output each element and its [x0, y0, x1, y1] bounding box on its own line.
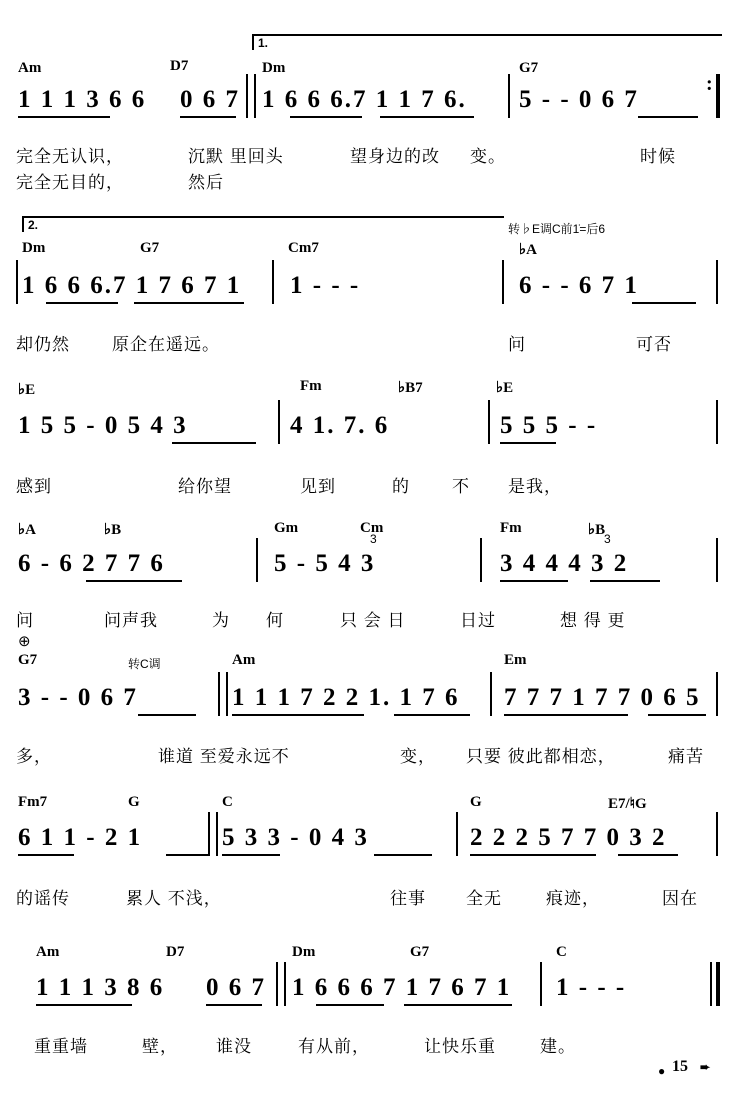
- barline-2b: [502, 260, 504, 304]
- beam-6a: [18, 854, 74, 856]
- chord-am-7: Am: [36, 944, 60, 960]
- lyric-line-1-c: 望身边的改: [350, 147, 440, 166]
- chord-am-5: Am: [232, 652, 256, 668]
- beam-7c: [316, 1004, 384, 1006]
- beam-1b: [180, 116, 236, 118]
- barline-2a: [272, 260, 274, 304]
- beam-6c: [222, 854, 280, 856]
- notes-measure-2b: 1 - - -: [290, 272, 361, 299]
- lyric-line-4-e: 只 会 日: [340, 611, 406, 630]
- chord-eb2-3: ♭E: [496, 380, 514, 396]
- chord-cm-4: Cm: [360, 520, 384, 536]
- beam-6d: [374, 854, 432, 856]
- beam-5e: [648, 714, 706, 716]
- chord-g-6: G: [128, 794, 140, 810]
- notes-measure-6c: 2 2 2 5 7 7 0 3 2: [470, 824, 667, 851]
- lyric-line-2-b: 原企在遥远。: [112, 335, 220, 354]
- beam-7a: [36, 1004, 132, 1006]
- chord-c-7: C: [556, 944, 567, 960]
- chord-dm-2: Dm: [22, 240, 46, 256]
- lyric-line-3-c: 见到: [300, 477, 336, 496]
- lyric-line-3-b: 给你望: [178, 477, 232, 496]
- triplet-marker-4a: 3: [370, 532, 377, 546]
- notes-measure-1c: 1 6 6 6.7 1 1 7 6.: [262, 86, 467, 113]
- chord-cm7-2: Cm7: [288, 240, 319, 256]
- beam-1a: [18, 116, 110, 118]
- lyric-line-5-c: 变，: [400, 747, 436, 766]
- lyric-line-2-c: 问: [508, 335, 526, 354]
- chord-bb7-3: ♭B7: [398, 380, 423, 396]
- lyric-line-4-d: 何: [266, 611, 284, 630]
- chord-bb-4: ♭B: [104, 522, 122, 538]
- barline-2d: [716, 260, 718, 304]
- barline-3a: [278, 400, 280, 444]
- repeat-dots-1: :: [706, 73, 713, 95]
- beam-5b: [232, 714, 364, 716]
- repeat-barline-1: [716, 74, 720, 118]
- lyric-line-2-a: 却仍然: [16, 335, 70, 354]
- beam-6e: [470, 854, 596, 856]
- lyric-line-1-a: 完全无认识，: [16, 147, 124, 166]
- lyric-line-5-b: 谁道 至爱永远不: [158, 747, 290, 766]
- chord-e7g-6: E7/♮G: [608, 796, 647, 812]
- barline-7b: [284, 962, 286, 1006]
- chord-dm-7: Dm: [292, 944, 316, 960]
- lyric-line-6-c: 往事: [390, 889, 426, 908]
- barline-5d: [716, 672, 718, 716]
- barline-7a: [276, 962, 278, 1006]
- chord-fm7-6: Fm7: [18, 794, 48, 810]
- chord-g7-7: G7: [410, 944, 430, 960]
- lyric-line-2-d: 可否: [636, 335, 672, 354]
- barline-5a: [218, 672, 220, 716]
- notes-measure-1a: 1 1 1 3 6 6: [18, 86, 147, 113]
- beam-1d: [380, 116, 474, 118]
- triplet-marker-4b: 3: [604, 532, 611, 546]
- notes-measure-7a: 1 1 1 3 8 6: [36, 974, 165, 1001]
- chord-am-1: Am: [18, 60, 42, 76]
- notes-measure-1d: 5 - - 0 6 7: [519, 86, 639, 113]
- beam-5a: [138, 714, 196, 716]
- barline-5b: [226, 672, 228, 716]
- notes-measure-7b: 0 6 7: [206, 974, 266, 1001]
- page-number: 15: [672, 1058, 688, 1075]
- chord-c-6: C: [222, 794, 233, 810]
- page-marker-right: ➨: [700, 1060, 711, 1074]
- lyric-line-4-b: 问声我: [104, 611, 158, 630]
- lyric-line-1-e: 时候: [640, 147, 676, 166]
- beam-4a: [86, 580, 182, 582]
- barline-6b: [216, 812, 218, 856]
- barline-7c: [540, 962, 542, 1006]
- notes-measure-5b: 1 1 1 7 2 2 1. 1 7 6: [232, 684, 460, 711]
- barline-6d: [716, 812, 718, 856]
- barline-7d: [710, 962, 712, 1006]
- page-marker-left: ●: [658, 1064, 666, 1078]
- lyric-line-7-d: 有从前，: [298, 1037, 370, 1056]
- notes-measure-1b: 0 6 7: [180, 86, 240, 113]
- chord-gm-4: Gm: [274, 520, 299, 536]
- lyric-line-5-e: 痛苦: [668, 747, 704, 766]
- beam-2c: [632, 302, 696, 304]
- notes-measure-4b: 5 - 5 4 3: [274, 550, 376, 577]
- beam-5c: [394, 714, 470, 716]
- chord-ab-4: ♭A: [18, 522, 36, 538]
- lyric-line-3-d: 的: [392, 477, 410, 496]
- chord-g7-2: G7: [140, 240, 160, 256]
- beam-6b: [166, 854, 208, 856]
- volta-label-1: 1.: [258, 36, 269, 50]
- chord-bb2-4: ♭B: [588, 522, 606, 538]
- beam-1e: [638, 116, 698, 118]
- chord-g2-6: G: [470, 794, 482, 810]
- beam-3a: [172, 442, 256, 444]
- lyric-line-3-f: 是我，: [508, 477, 562, 496]
- barline-3c: [716, 400, 718, 444]
- barline-1b: [508, 74, 510, 118]
- notes-measure-7c: 1 6 6 6 7 1 7 6 7 1: [292, 974, 512, 1001]
- notes-measure-3a: 1 5 5 - 0 5 4 3: [18, 412, 188, 439]
- beam-1c: [290, 116, 362, 118]
- beam-6f: [618, 854, 678, 856]
- notes-measure-3b: 4 1. 7. 6: [290, 412, 390, 439]
- lyric-line-3-a: 感到: [16, 477, 52, 496]
- lyric-line-3-e: 不: [452, 477, 470, 496]
- volta-bracket-1: [252, 34, 722, 50]
- barline-4c: [716, 538, 718, 582]
- lyric-line-4-a: 问: [16, 611, 34, 630]
- lyric-line-4-c: 为: [212, 611, 230, 630]
- notes-measure-3c: 5 5 5 - -: [500, 412, 598, 439]
- lyric-line-6-e: 痕迹，: [546, 889, 600, 908]
- lyric-line-6-f: 因在: [662, 889, 698, 908]
- chord-g7-5: G7: [18, 652, 38, 668]
- barline-1c: [254, 74, 256, 118]
- lyric-line-1-b: 沉默 里回头: [188, 147, 284, 166]
- lyric-line-7-b: 壁，: [142, 1037, 178, 1056]
- chord-g7-1: G7: [519, 60, 539, 76]
- beam-4b: [500, 580, 568, 582]
- notes-measure-6b: 5 3 3 - 0 4 3: [222, 824, 369, 851]
- chord-em-5: Em: [504, 652, 527, 668]
- notes-measure-2c: 6 - - 6 7 1: [519, 272, 639, 299]
- barline-4a: [256, 538, 258, 582]
- lyric-line-1-f: 完全无目的，: [16, 173, 124, 192]
- beam-7b: [206, 1004, 262, 1006]
- final-barline: [716, 962, 720, 1006]
- barline-2c: [16, 260, 18, 304]
- notes-measure-6a: 6 1 1 - 2 1: [18, 824, 143, 851]
- lyric-line-5-a: 多，: [16, 747, 52, 766]
- lyric-line-6-a: 的谣传: [16, 889, 70, 908]
- barline-4b: [480, 538, 482, 582]
- volta-label-2: 2.: [28, 218, 39, 232]
- lyric-line-6-b: 累人 不浅，: [126, 889, 222, 908]
- beam-2a: [46, 302, 118, 304]
- barline-6a: [208, 812, 210, 856]
- barline-1a: [246, 74, 248, 118]
- lyric-line-6-d: 全无: [466, 889, 502, 908]
- notes-measure-4a: 6 - 6 2 7 7 6: [18, 550, 165, 577]
- chord-fm-3: Fm: [300, 378, 322, 394]
- lyric-line-1-d: 变。: [470, 147, 506, 166]
- beam-4c: [590, 580, 660, 582]
- beam-3b: [500, 442, 556, 444]
- chord-d7-1: D7: [170, 58, 189, 74]
- lyric-line-7-c: 谁没: [216, 1037, 252, 1056]
- chord-d7-7: D7: [166, 944, 185, 960]
- barline-5c: [490, 672, 492, 716]
- chord-eb-3: ♭E: [18, 382, 36, 398]
- barline-6c: [456, 812, 458, 856]
- notes-measure-7d: 1 - - -: [556, 974, 627, 1001]
- barline-3b: [488, 400, 490, 444]
- lyric-line-4-f: 日过: [460, 611, 496, 630]
- beam-2b: [134, 302, 244, 304]
- lyric-line-7-a: 重重墙: [34, 1037, 88, 1056]
- notes-measure-4c: 3 4 4 4 3 2: [500, 550, 629, 577]
- lyric-line-7-f: 建。: [540, 1037, 576, 1056]
- beam-7d: [404, 1004, 512, 1006]
- lyric-line-1-g: 然后: [188, 173, 224, 192]
- chord-dm-1: Dm: [262, 60, 286, 76]
- modulation-label-2: 转C调: [128, 657, 161, 671]
- segno-icon: ⊕: [18, 634, 31, 650]
- lyric-line-5-d: 只要 彼此都相恋，: [466, 747, 616, 766]
- beam-5d: [504, 714, 628, 716]
- chord-fm-4: Fm: [500, 520, 522, 536]
- notes-measure-2a: 1 6 6 6.7 1 7 6 7 1: [22, 272, 242, 299]
- chord-ab-2: ♭A: [519, 242, 537, 258]
- lyric-line-4-g: 想 得 更: [560, 611, 626, 630]
- lyric-line-7-e: 让快乐重: [424, 1037, 496, 1056]
- modulation-label-1: 转♭E调C前1̇=后6: [508, 222, 606, 236]
- volta-bracket-2: [22, 216, 504, 232]
- notes-measure-5c: 7 7 7 1 7 7 0 6 5: [504, 684, 701, 711]
- notes-measure-5a: 3 - - 0 6 7: [18, 684, 138, 711]
